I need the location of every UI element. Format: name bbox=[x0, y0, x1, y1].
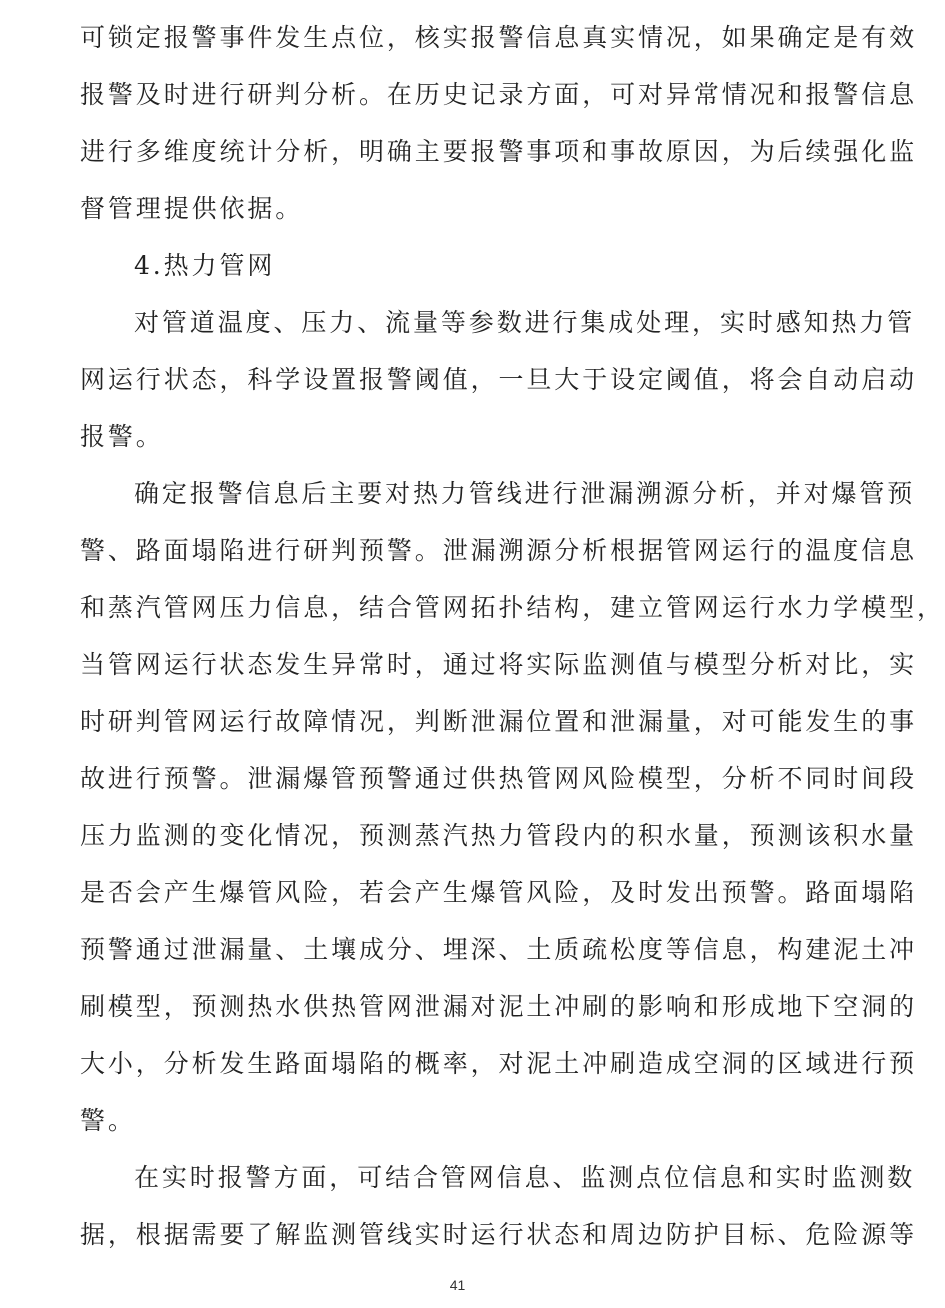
section-heading: 4.热力管网 bbox=[134, 251, 276, 280]
paragraph-line: 在实时报警方面，可结合管网信息、监测点位信息和实时监测数 bbox=[134, 1163, 916, 1192]
paragraph-line: 报警及时进行研判分析。在历史记录方面，可对异常情况和报警信息 bbox=[80, 80, 918, 109]
paragraph-line: 压力监测的变化情况，预测蒸汽热力管段内的积水量，预测该积水量 bbox=[80, 821, 918, 850]
paragraph-line: 可锁定报警事件发生点位，核实报警信息真实情况，如果确定是有效 bbox=[80, 23, 918, 52]
paragraph-line: 大小，分析发生路面塌陷的概率，对泥土冲刷造成空洞的区域进行预 bbox=[80, 1049, 918, 1078]
paragraph-line: 督管理提供依据。 bbox=[80, 194, 304, 223]
paragraph-line: 刷模型，预测热水供热管网泄漏对泥土冲刷的影响和形成地下空洞的 bbox=[80, 992, 918, 1021]
paragraph-line: 故进行预警。泄漏爆管预警通过供热管网风险模型，分析不同时间段 bbox=[80, 764, 918, 793]
paragraph-line: 对管道温度、压力、流量等参数进行集成处理，实时感知热力管 bbox=[134, 308, 916, 337]
paragraph-line: 进行多维度统计分析，明确主要报警事项和事故原因，为后续强化监 bbox=[80, 137, 918, 166]
paragraph-line: 时研判管网运行故障情况，判断泄漏位置和泄漏量，对可能发生的事 bbox=[80, 707, 918, 736]
paragraph-line: 是否会产生爆管风险，若会产生爆管风险，及时发出预警。路面塌陷 bbox=[80, 878, 918, 907]
page-number: 41 bbox=[449, 1277, 466, 1293]
paragraph-line: 据，根据需要了解监测管线实时运行状态和周边防护目标、危险源等 bbox=[80, 1220, 918, 1249]
paragraph-line: 预警通过泄漏量、土壤成分、埋深、土质疏松度等信息，构建泥土冲 bbox=[80, 935, 918, 964]
paragraph-line: 报警。 bbox=[80, 422, 164, 451]
paragraph-line: 和蒸汽管网压力信息，结合管网拓扑结构，建立管网运行水力学模型， bbox=[80, 593, 945, 622]
paragraph-line: 网运行状态，科学设置报警阈值，一旦大于设定阈值，将会自动启动 bbox=[80, 365, 918, 394]
paragraph-line: 当管网运行状态发生异常时，通过将实际监测值与模型分析对比，实 bbox=[80, 650, 918, 679]
paragraph-line: 确定报警信息后主要对热力管线进行泄漏溯源分析，并对爆管预 bbox=[134, 479, 916, 508]
paragraph-line: 警。 bbox=[80, 1106, 136, 1135]
paragraph-line: 警、路面塌陷进行研判预警。泄漏溯源分析根据管网运行的温度信息 bbox=[80, 536, 918, 565]
